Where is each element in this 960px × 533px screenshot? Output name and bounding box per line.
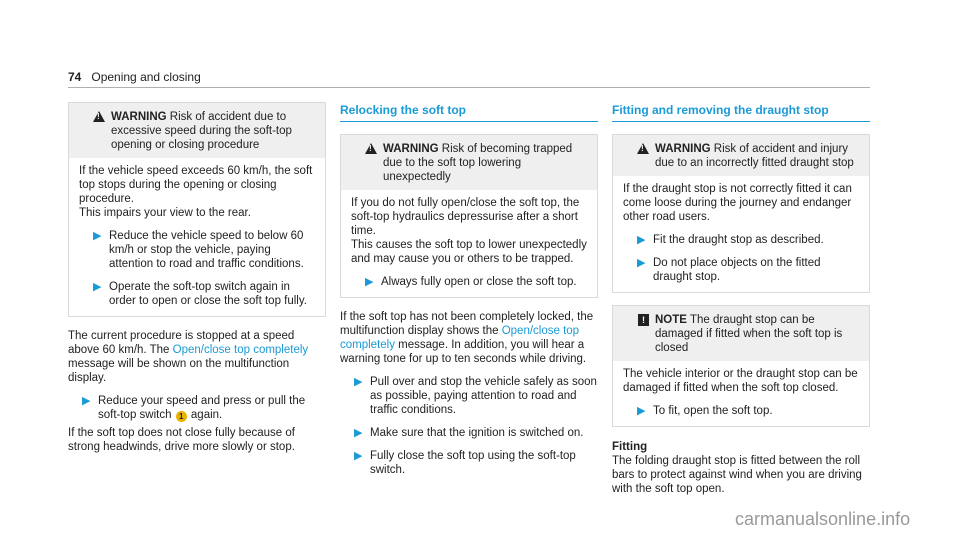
arrow-right-icon: ▶ [637,405,646,417]
subheading: Fitting [612,441,648,453]
display-message: Open/close top completely [340,325,580,351]
callout-number-icon: 1 [176,411,187,422]
warning-body [69,158,325,316]
instruction-step: ▶ Pull over and stop the vehicle safely as soon as possible, paying attention to road and traffic conditions. [354,376,597,416]
header-divider [68,87,870,88]
exclamation-square-icon: ! [638,314,649,326]
warning-header [613,135,869,176]
warning-text: This impairs your view to the rear. [79,207,251,219]
warning-text: If the vehicle speed exceeds 60 km/h, the soft top stops during the opening or closing procedure. [79,165,313,205]
note-body [613,361,869,426]
warning-heading: Risk of accident and injury due to an incorrectly fitted draught stop [655,143,854,169]
instruction-step: ▶ Reduce the vehicle speed to below 60 km/h or stop the vehicle, paying attention to road and traffic conditions. [93,230,304,270]
arrow-right-icon: ▶ [93,230,102,242]
warning-label: WARNING [655,143,711,155]
arrow-right-icon: ▶ [93,281,102,293]
warning-triangle-icon [93,111,105,122]
warning-body [613,176,869,292]
warning-box [68,102,326,317]
warning-label: WARNING [111,111,167,123]
warning-triangle-icon [365,143,377,154]
section-title: Fitting and removing the draught stop [612,103,870,122]
note-box [612,305,870,427]
instruction-step: ▶ Reduce your speed and press or pull the soft-top switch 1 again. [82,395,306,421]
instruction-step: ▶ Make sure that the ignition is switched on. [354,427,584,439]
paragraph: The current procedure is stopped at a speed above 60 km/h. The Open/close top completely message will be shown on the multifunction display. [68,330,309,384]
page-number: 74 [68,70,82,84]
arrow-right-icon: ▶ [354,376,363,388]
page-section-title: Opening and closing [91,70,201,84]
warning-triangle-icon [637,143,649,154]
instruction-step: ▶ Do not place objects on the fitted draught stop. [637,257,821,283]
section-title: Relocking the soft top [340,103,598,122]
warning-header [341,135,597,190]
instruction-step: ▶ Fully close the soft top using the soft-top switch. [354,450,576,476]
note-text: The vehicle interior or the draught stop can be damaged if fitted when the soft top closed. [623,368,858,394]
instruction-step: ▶ Fit the draught stop as described. [637,234,824,246]
warning-text: If the draught stop is not correctly fitted it can come loose during the journey and endanger other road users. [623,183,852,223]
instruction-step: ▶ To fit, open the soft top. [637,405,773,417]
arrow-right-icon: ▶ [354,427,363,439]
warning-heading: Risk of becoming trapped due to the soft top lowering unexpectedly [383,143,573,183]
warning-label: WARNING [383,143,439,155]
warning-text: If you do not fully open/close the soft top, the soft-top hydraulics depressurise after a short time. [351,197,580,237]
page-header [68,70,201,84]
note-header [613,306,869,361]
instruction-step: ▶ Operate the soft-top switch again in order to open or close the soft top fully. [93,281,307,307]
warning-body [341,190,597,297]
column-2 [340,90,598,477]
arrow-right-icon: ▶ [354,450,363,462]
paragraph: If the soft top does not close fully because of strong headwinds, drive more slowly or stop. [68,427,295,453]
paragraph: If the soft top has not been completely locked, the multifunction display shows the Open/close top completely message. In addition, you will hear a warning tone for up to ten seconds while driving. [340,311,594,365]
arrow-right-icon: ▶ [365,276,374,288]
arrow-right-icon: ▶ [637,234,646,246]
instruction-step: ▶ Always fully open or close the soft top. [365,276,577,288]
column-1 [68,90,326,454]
note-label: NOTE [655,314,687,326]
display-message: Open/close top completely [172,344,309,356]
paragraph: The folding draught stop is fitted between the roll bars to protect against wind when you are driving with the soft top open. [612,455,862,495]
warning-text: This causes the soft top to lower unexpectedly and may cause you or others to be trapped. [351,239,587,265]
column-3 [612,90,870,496]
warning-header [69,103,325,158]
note-heading: The draught stop can be damaged if fitted when the soft top is closed [655,314,843,354]
warning-heading: Risk of accident due to excessive speed during the soft-top opening or closing procedure [111,111,292,151]
arrow-right-icon: ▶ [82,395,91,407]
warning-box [612,134,870,293]
warning-box [340,134,598,298]
watermark-text: carmanualsonline.info [735,509,911,529]
arrow-right-icon: ▶ [637,257,646,269]
